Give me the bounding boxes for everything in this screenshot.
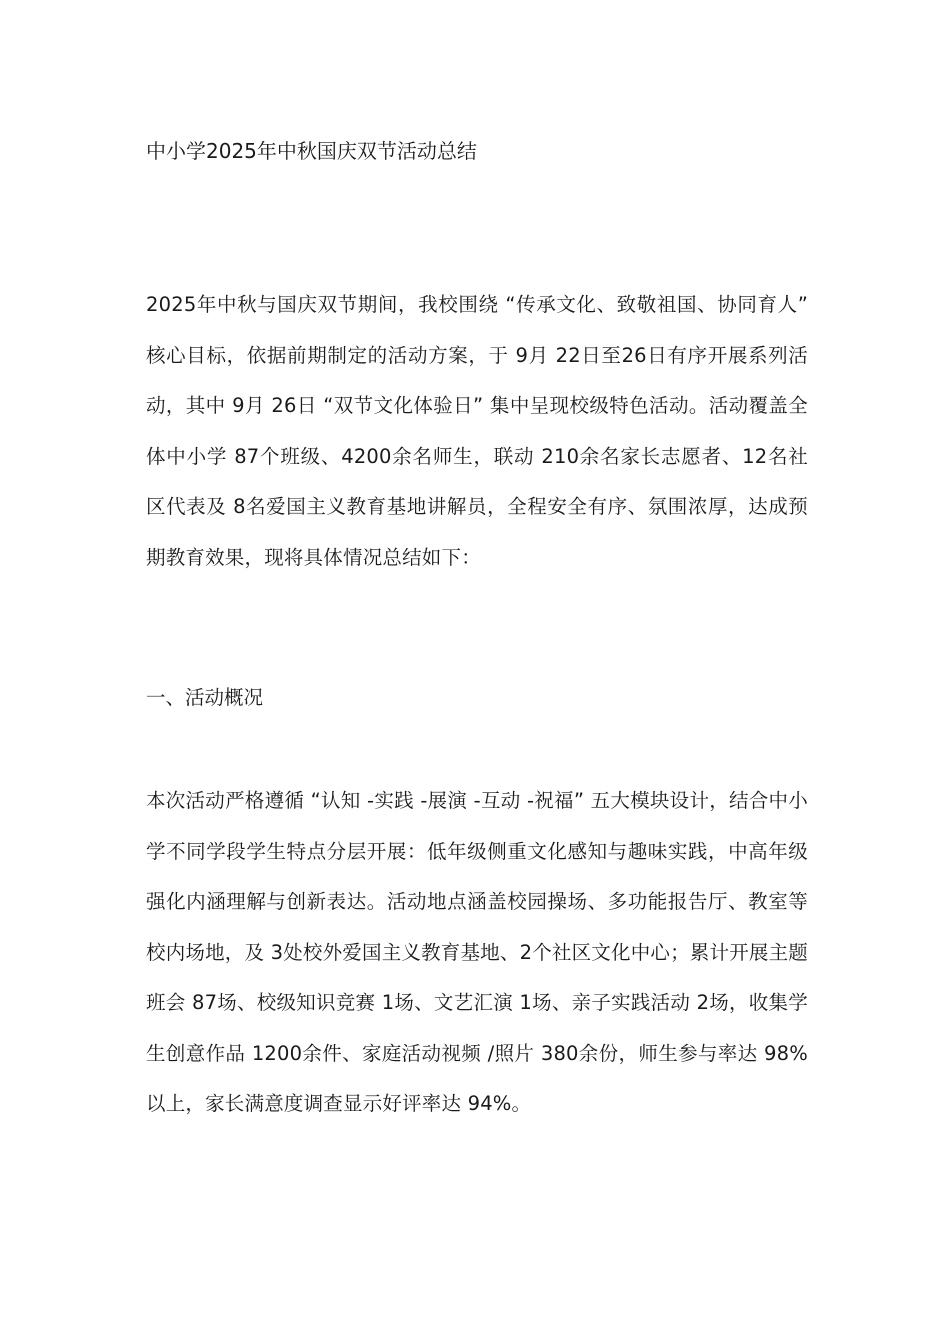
document-title: 中小学2025年中秋国庆双节活动总结 [146,139,477,163]
overview-paragraph: 本次活动严格遵循 “认知 -实践 -展演 -互动 -祝福” 五大模块设计，结合中小学不同学段学生特点分层开展：低年级侧重文化感知与趣味实践，中高年级强化内涵理解与创新表达。活动地点涵盖校园操场、多功能报告厅、教室等校内场地，及 3处校外爱国主义教育基地、2个社区文化中心；累计开展主题班会 87场、校级知识竞赛 1场、文艺汇演 1场、亲子实践活动 2场，收集学生创意作品 1200余件、家庭活动视频 /照片 380余份，师生参与率达 98%以上，家长满意度调查显示好评率达 94%。 [146,789,809,1115]
section-heading-overview: 一、活动概况 [146,686,264,709]
intro-paragraph: 2025年中秋与国庆双节期间，我校围绕 “传承文化、致敬祖国、协同育人” 核心目标，依据前期制定的活动方案，于 9月 22日至26日有序开展系列活动，其中 9月 26日 “双节文化体验日” 集中呈现校级特色活动。活动覆盖全体中小学 87个班级、4200余名师生，联动 210余名家长志愿者、12名社区代表及 8名爱国主义教育基地讲解员，全程安全有序、氛围浓厚，达成预期教育效果，现将具体情况总结如下： [146,293,808,569]
